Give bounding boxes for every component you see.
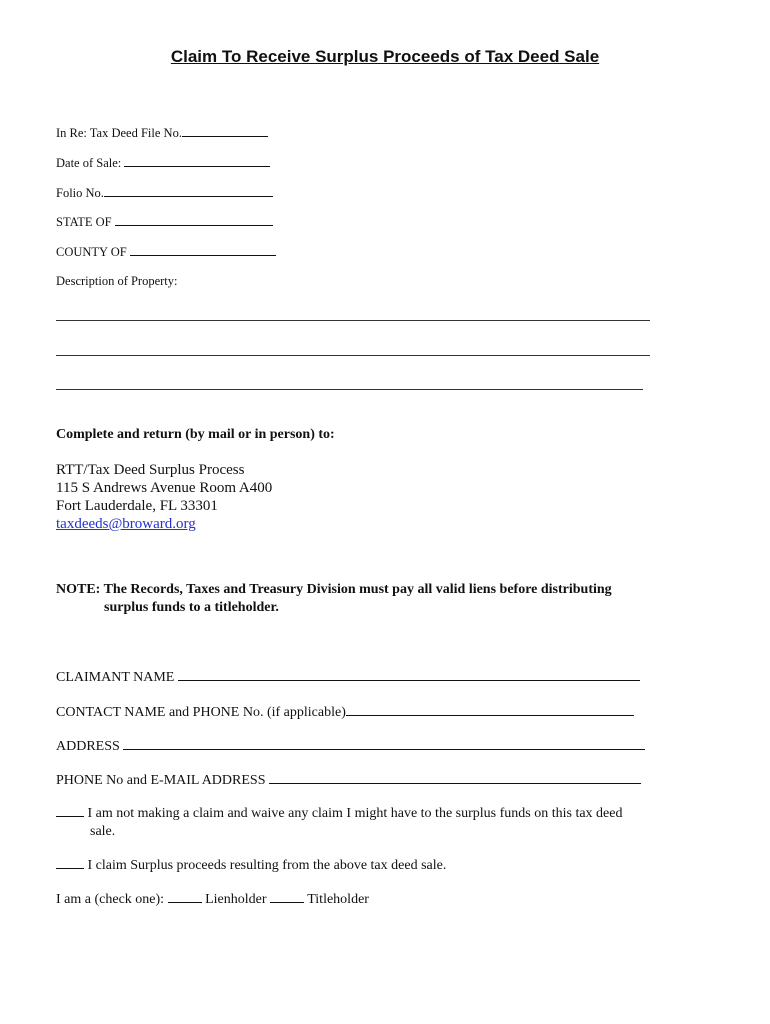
date-of-sale-row [56, 155, 270, 171]
description-line-2[interactable] [56, 355, 650, 356]
note-block [56, 581, 696, 617]
claimant-name-label: CLAIMANT NAME [56, 670, 175, 685]
county-blank[interactable] [130, 244, 276, 256]
claimant-name-row [56, 667, 640, 686]
claimant-type-label: I am a (check one): [56, 892, 165, 907]
form-title: Claim To Receive Surplus Proceeds of Tax Deed Sale [170, 47, 600, 66]
contact-label: CONTACT NAME and PHONE No. (if applicable) [56, 705, 346, 720]
note-line-1: NOTE: The Records, Taxes and Treasury Division must pay all valid liens before distributing [56, 582, 612, 597]
address-row [56, 736, 645, 755]
state-label: STATE OF [56, 215, 112, 229]
state-blank[interactable] [115, 214, 273, 226]
state-row [56, 214, 273, 230]
tax-deed-file-label: In Re: Tax Deed File No. [56, 126, 182, 140]
address-blank[interactable] [123, 736, 645, 750]
address-line-2: 115 S Andrews Avenue Room A400 [56, 480, 273, 496]
folio-blank[interactable] [104, 185, 273, 197]
waive-check-blank[interactable] [56, 804, 84, 817]
description-line-1[interactable] [56, 320, 650, 321]
lienholder-check-blank[interactable] [168, 890, 202, 903]
date-of-sale-label: Date of Sale: [56, 156, 122, 170]
description-label: Description of Property: [56, 274, 178, 288]
address-line-3: Fort Lauderdale, FL 33301 [56, 498, 218, 514]
email-link[interactable]: taxdeeds@broward.org [56, 516, 196, 532]
contact-blank[interactable] [346, 702, 634, 716]
phone-email-row [56, 770, 641, 789]
return-heading: Complete and return (by mail or in person) to: [56, 427, 335, 442]
tax-deed-file-row [56, 125, 268, 141]
address-line-1: RTT/Tax Deed Surplus Process [56, 462, 245, 478]
claimant-type-row [56, 890, 676, 909]
waive-line-1: I am not making a claim and waive any claim I might have to the surplus funds on this tax deed [87, 806, 623, 821]
address-label: ADDRESS [56, 739, 120, 754]
description-line-3[interactable] [56, 389, 643, 390]
titleholder-label: Titleholder [307, 892, 369, 907]
date-of-sale-blank[interactable] [124, 155, 270, 167]
note-line-2: surplus funds to a titleholder. [104, 600, 279, 615]
county-label: COUNTY OF [56, 245, 127, 259]
county-row [56, 244, 276, 260]
claim-option [56, 856, 676, 875]
titleholder-check-blank[interactable] [270, 890, 304, 903]
claim-check-blank[interactable] [56, 856, 84, 869]
folio-row [56, 185, 273, 201]
waive-claim-option [56, 804, 676, 841]
claimant-name-blank[interactable] [178, 667, 640, 681]
claim-text: I claim Surplus proceeds resulting from the above tax deed sale. [87, 858, 447, 873]
waive-line-2: sale. [90, 824, 116, 839]
contact-row [56, 702, 634, 721]
lienholder-label: Lienholder [205, 892, 267, 907]
tax-deed-file-blank[interactable] [182, 125, 268, 137]
phone-email-label: PHONE No and E-MAIL ADDRESS [56, 773, 266, 788]
mailing-address [56, 461, 272, 533]
phone-email-blank[interactable] [269, 770, 641, 784]
folio-label: Folio No. [56, 186, 104, 200]
